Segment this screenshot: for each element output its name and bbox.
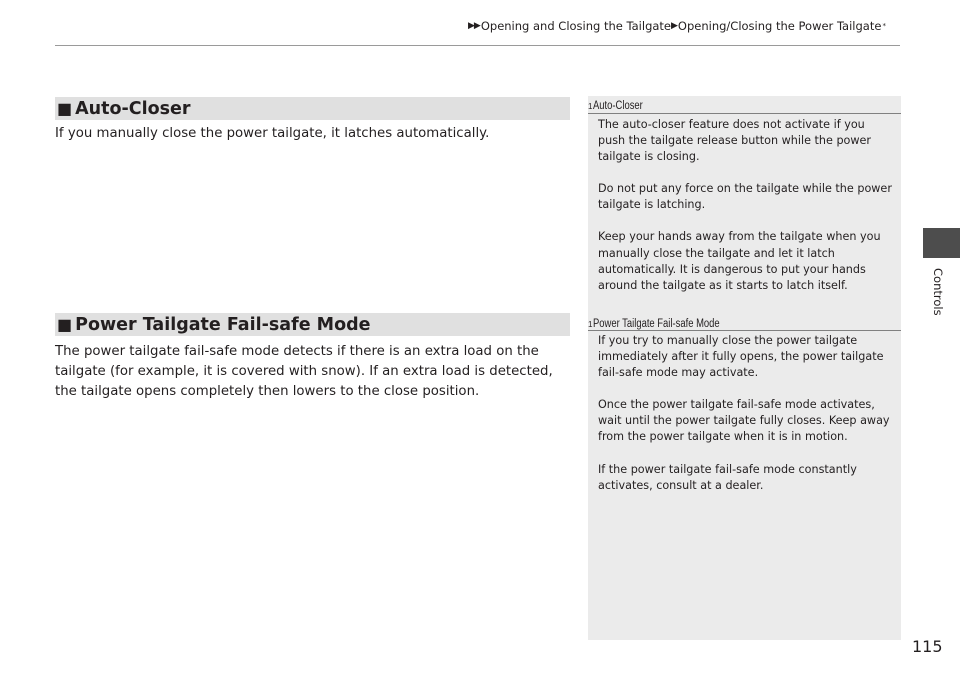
arrow-icon: ▶: [671, 21, 677, 31]
section-heading-fail-safe: [55, 313, 570, 336]
breadcrumb: [468, 19, 886, 33]
note-heading-auto-closer: [588, 96, 901, 112]
note-body-auto-closer: [598, 117, 893, 294]
section-body-fail-safe: The power tailgate fail-safe mode detects if there is an extra load on the tailgate (for example, it is covered with snow). If an extra load is detected, the tailgate opens completely then lowers to the close position.: [55, 344, 553, 400]
footnote-marker: *: [882, 22, 886, 30]
page-number: 115: [912, 637, 943, 656]
note-title: Power Tailgate Fail-safe Mode: [593, 318, 721, 330]
note-title: Auto-Closer: [593, 100, 644, 112]
note-rule: [588, 330, 901, 331]
section-title: Auto-Closer: [75, 98, 191, 119]
chapter-tab-label: Controls: [931, 268, 945, 316]
section-body-auto-closer: If you manually close the power tailgate, it latches automatically.: [55, 126, 490, 141]
square-bullet-icon: ■: [57, 315, 73, 334]
note-paragraph: The auto-closer feature does not activate if you push the tailgate release button while the power tailgate is closing.: [598, 118, 872, 164]
breadcrumb-part-2: Opening/Closing the Power Tailgate: [677, 19, 882, 33]
note-heading-fail-safe: [588, 314, 901, 330]
note-number: 1: [588, 320, 593, 329]
note-paragraph: Once the power tailgate fail-safe mode activates, wait until the power tailgate fully closes. Keep away from the power tailgate when it is in motion.: [598, 398, 890, 444]
double-arrow-icon: ▶▶: [468, 21, 480, 31]
breadcrumb-part-1: Opening and Closing the Tailgate: [480, 19, 671, 33]
note-paragraph: Do not put any force on the tailgate while the power tailgate is latching.: [598, 182, 892, 212]
section-title: Power Tailgate Fail-safe Mode: [75, 314, 371, 335]
section-heading-auto-closer: [55, 97, 570, 120]
chapter-tab-marker: [923, 228, 960, 258]
header-rule: [55, 45, 900, 46]
note-rule: [588, 113, 901, 114]
square-bullet-icon: ■: [57, 99, 73, 118]
note-paragraph: If you try to manually close the power tailgate immediately after it fully opens, the power tailgate fail-safe mode may activate.: [598, 334, 884, 380]
note-paragraph: Keep your hands away from the tailgate when you manually close the tailgate and let it latch automatically. It is dangerous to put your hands around the tailgate as it starts to latch itself.: [598, 230, 881, 292]
note-number: 1: [588, 102, 593, 111]
note-paragraph: If the power tailgate fail-safe mode constantly activates, consult at a dealer.: [598, 462, 857, 492]
note-body-fail-safe: [598, 333, 893, 494]
